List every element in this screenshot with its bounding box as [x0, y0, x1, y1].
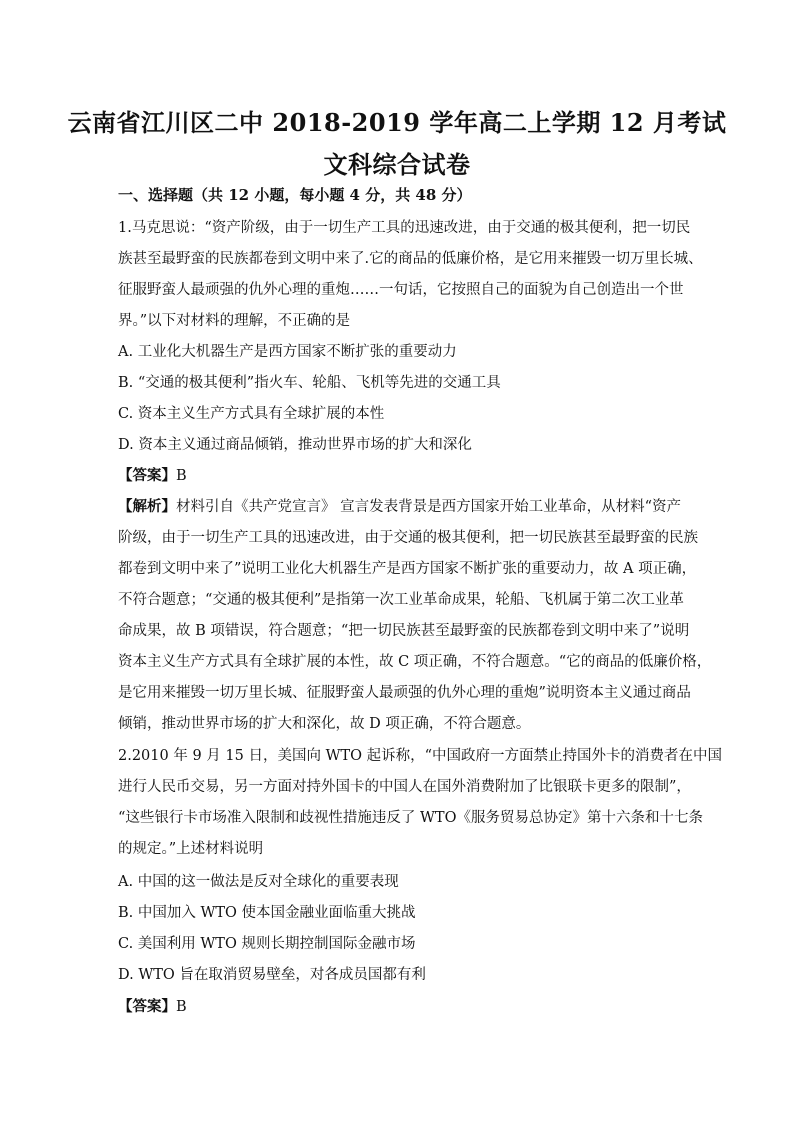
q1-analysis-line: 都卷到文明中来了”说明工业化大机器生产是西方国家不断扩张的重要动力，故 A 项正确， — [118, 561, 697, 577]
q1-analysis-line: 倾销，推动世界市场的扩大和深化，故 D 项正确，不符合题意。 — [118, 716, 531, 732]
q1-stem-line: 1.马克思说：“资产阶级，由于一切生产工具的迅速改进，由于交通的极其便利，把一切民 — [118, 220, 691, 236]
q1-stem-line: 界。”以下对材料的理解，不正确的是 — [118, 313, 351, 329]
q1-analysis-line: 是它用来摧毁一切万里长城、征服野蛮人最顽强的仇外心理的重炮”说明资本主义通过商品 — [118, 685, 691, 701]
q1-option-a: A. 工业化大机器生产是西方国家不断扩张的重要动力 — [118, 344, 457, 360]
q2-stem-line: “这些银行卡市场准入限制和歧视性措施违反了 WTO《服务贸易总协定》第十六条和十七条 — [118, 810, 703, 826]
q1-analysis-line — [118, 497, 682, 517]
answer-label: 【答案】 — [118, 467, 176, 484]
answer-label: 【答案】 — [118, 998, 176, 1015]
q2-stem-line: 的规定。”上述材料说明 — [118, 841, 264, 857]
q1-stem-line: 征服野蛮人最顽强的仇外心理的重炮……一句话，它按照自己的面貌为自己创造出一个世 — [118, 282, 684, 298]
answer-value: B — [176, 999, 187, 1015]
q1-analysis-line: 不符合题意；“交通的极其便利”是指第一次工业革命成果，轮船、飞机属于第二次工业革 — [118, 592, 684, 608]
analysis-label: 【解析】 — [118, 498, 176, 515]
q1-stem-line: 族甚至最野蛮的民族都卷到文明中来了.它的商品的低廉价格，是它用来摧毁一切万里长城、 — [118, 251, 703, 267]
analysis-text: 材料引自《共产党宣言》 宣言发表背景是西方国家开始工业革命，从材料“资产 — [176, 499, 682, 515]
section-heading: 一、选择题（共 12 小题，每小题 4 分，共 48 分） — [118, 186, 472, 204]
q1-answer — [118, 466, 678, 486]
q1-option-c: C. 资本主义生产方式具有全球扩展的本性 — [118, 406, 385, 422]
answer-value: B — [176, 468, 187, 484]
q1-analysis-line: 命成果，故 B 项错误，符合题意；“把一切民族甚至最野蛮的民族都卷到文明中来了”说明 — [118, 623, 690, 639]
q2-stem-line: 进行人民币交易，另一方面对持外国卡的中国人在国外消费附加了比银联卡更多的限制”， — [118, 779, 691, 795]
q2-stem-line: 2.2010 年 9 月 15 日，美国向 WTO 起诉称，“中国政府一方面禁止持国外卡的消费者在中国 — [118, 748, 723, 764]
q2-answer — [118, 997, 678, 1017]
q1-option-b: B. “交通的极其便利”指火车、轮船、飞机等先进的交通工具 — [118, 375, 501, 391]
q1-analysis-line: 资本主义生产方式具有全球扩展的本性，故 C 项正确，不符合题意。“它的商品的低廉价格， — [118, 654, 712, 670]
q2-option-d: D. WTO 旨在取消贸易壁垒，对各成员国都有利 — [118, 967, 426, 983]
q2-option-b: B. 中国加入 WTO 使本国金融业面临重大挑战 — [118, 905, 416, 921]
q2-option-c: C. 美国利用 WTO 规则长期控制国际金融市场 — [118, 936, 416, 952]
q1-analysis-line: 阶级，由于一切生产工具的迅速改进，由于交通的极其便利，把一切民族甚至最野蛮的民族 — [118, 530, 698, 546]
document-title: 云南省江川区二中 2018-2019 学年高二上学期 12 月考试 — [67, 108, 727, 137]
document-subtitle: 文科综合试卷 — [323, 150, 471, 179]
q1-option-d: D. 资本主义通过商品倾销，推动世界市场的扩大和深化 — [118, 437, 472, 453]
q2-option-a: A. 中国的这一做法是反对全球化的重要表现 — [118, 874, 399, 890]
